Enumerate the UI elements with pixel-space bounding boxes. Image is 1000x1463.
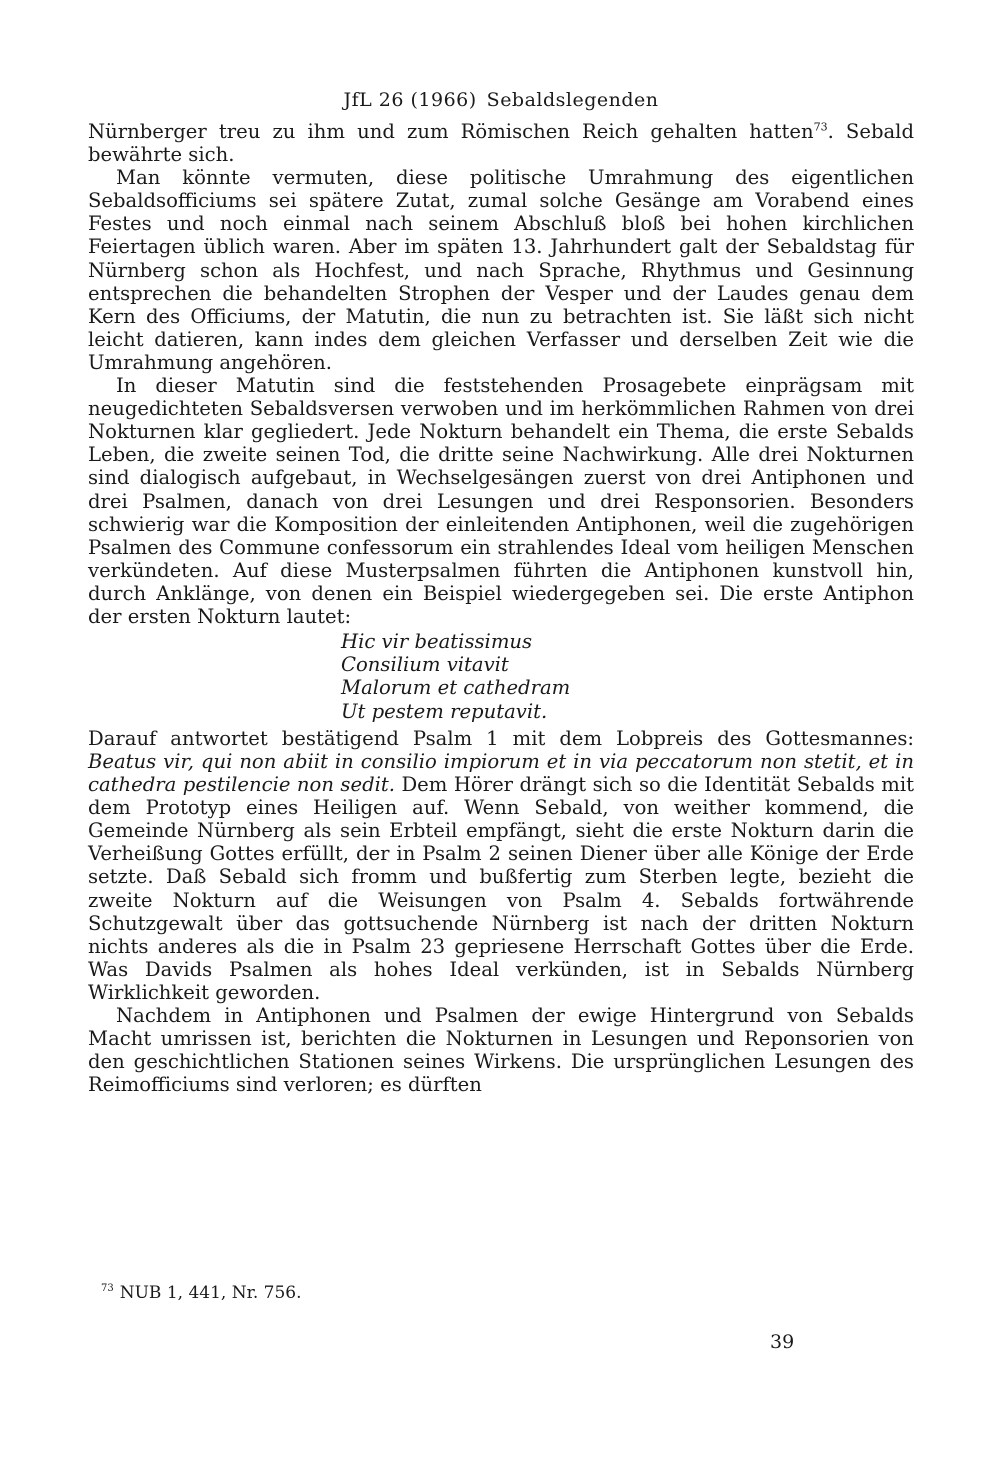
footnote — [101, 1282, 302, 1304]
running-head — [88, 88, 914, 112]
paragraph-3: In dieser Matutin sind die feststehenden Prosagebete einprägsam mit neugedichteten Sebaldsversen verwoben und im herkömmlichen Rahmen von drei Nokturnen klar gegliedert. Jede Nokturn behandelt ein Thema, die erste Sebalds Leben, die zweite seinen Tod, die dritte seine Nachwirkung. Alle drei Nokturnen sind dialogisch aufgebaut, in Wechselgesängen zuerst von drei Antiphonen und drei Psalmen, danach von drei Lesungen und drei Responsorien. Besonders schwierig war die Komposition der einleitenden Antiphonen, weil die zugehörigen Psalmen des Commune confessorum ein strahlendes Ideal vom heiligen Menschen verkündeten. Auf diese Musterpsalmen führten die Antiphonen kunstvoll hin, durch Anklänge, von denen ein Beispiel wiedergegeben sei. Die erste Antiphon der ersten Nokturn lautet: — [88, 374, 914, 628]
paragraph-5: Nachdem in Antiphonen und Psalmen der ewige Hintergrund von Sebalds Macht umrissen ist, berichten die Nokturnen in Lesungen und Reponsorien von den geschichtlichen Stationen seines Wirkens. Die ursprünglichen Lesungen des Reimofficiums sind verloren; es dürften — [88, 1004, 914, 1097]
paragraph-1 — [88, 120, 914, 166]
antiphon-verse — [341, 630, 914, 723]
paragraph-4-text-end: Dem Hörer drängt sich so die Identität Sebalds mit dem Prototyp eines Heiligen auf. Wenn Sebald, von weither kommend, die Gemeinde Nürnberg als sein Erbteil empfängt, sieht die erste Nokturn darin die Verheißung Gottes erfüllt, der in Psalm 2 seinen Diener über alle Könige der Erde setzte. Daß Sebald sich fromm und bußfertig zum Sterben legte, bezieht die zweite Nokturn auf die Weisungen von Psalm 4. Sebalds fortwährende Schutzgewalt über das gottsuchende Nürnberg ist nach der dritten Nokturn nichts anderes als die in Psalm 23 gepriesene Herrschaft Gottes über die Erde. Was Davids Psalmen als hohes Ideal verkünden, ist in Sebalds Nürnberg Wirklichkeit geworden. — [88, 773, 914, 1004]
paragraph-1-text: Nürnberger treu zu ihm und zum Römischen Reich gehalten hatten — [88, 120, 814, 143]
verse-line: Hic vir beatissimus — [341, 630, 533, 654]
paragraph-4-text: Darauf antwortet bestätigend Psalm 1 mit dem Lobpreis des Gottesmannes: — [88, 726, 914, 750]
psalm-quote: Beatus vir, qui non abiit in consilio impiorum et in via peccatorum non stetit, et in cathedra pestilencie non sedit. — [88, 749, 914, 797]
footnote-reference[interactable]: 73 — [813, 120, 828, 134]
verse-line: Malorum et cathedram — [341, 676, 571, 700]
verse-line: Consilium vitavit — [341, 653, 509, 677]
article-title: Sebaldslegenden — [486, 89, 659, 111]
journal-reference: JfL 26 (1966) — [343, 89, 477, 111]
footnote-text: NUB 1, 441, Nr. 756. — [119, 1283, 302, 1303]
verse-line: Ut pestem reputavit. — [341, 699, 548, 723]
paragraph-2: Man könnte vermuten, diese politische Umrahmung des eigentlichen Sebaldsofficiums sei spätere Zutat, zumal solche Gesänge am Vorabend eines Festes und noch einmal nach seinem Abschluß bloß bei hohen kirchlichen Feiertagen üblich waren. Aber im späten 13. Jahrhundert galt der Sebaldstag für Nürnberg schon als Hochfest, und nach Sprache, Rhythmus und Gesinnung entsprechen die behandelten Strophen der Vesper und der Laudes genau dem Kern des Officiums, der Matutin, die nun zu betrachten ist. Sie läßt sich nicht leicht datieren, kann indes dem gleichen Verfasser und derselben Zeit wie die Umrahmung angehören. — [88, 166, 914, 374]
paragraph-4 — [88, 727, 914, 1004]
footnote-number: 73 — [101, 1283, 114, 1295]
page-number: 39 — [770, 1331, 795, 1353]
paragraph-1-text-end: . Sebald bewährte sich. — [88, 120, 914, 167]
page-content — [88, 88, 914, 1096]
